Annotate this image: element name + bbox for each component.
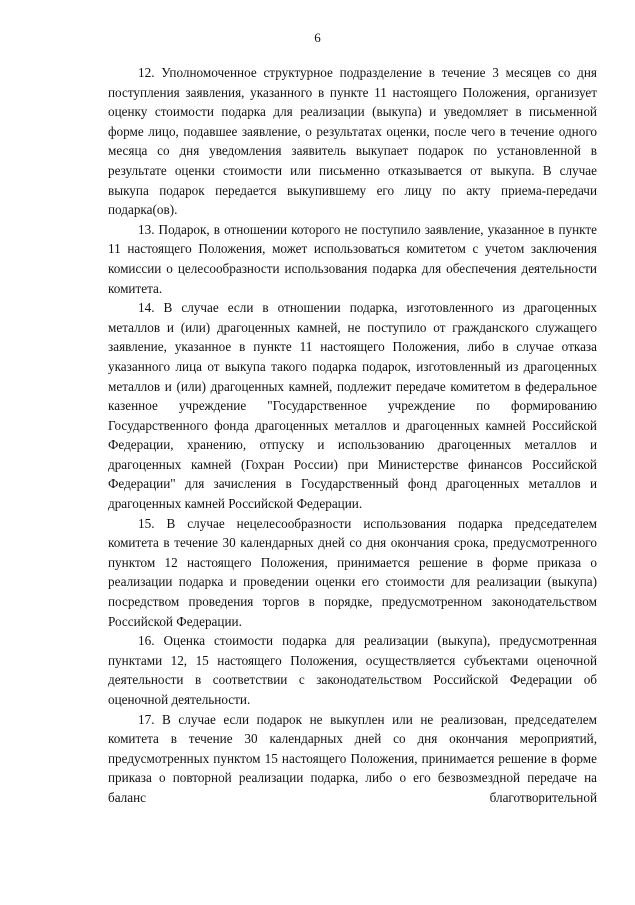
paragraph-15: 15. В случае нецелесообразности использования подарка председателем комитета в течение 30 календарных дней со дня окончания срока, предусмотренного пунктом 12 настоящего Положения, принимается решение в форме приказа о реализации подарка и проведении оценки его стоимости для реализации (выкупа) посредством проведения торгов в порядке, предусмотренном законодательством Российской Федерации. [108,515,597,629]
document-body [108,63,597,808]
paragraph-17: 17. В случае если подарок не выкуплен или не реализован, председателем комитета в течение 30 календарных дней со дня окончания мероприятий, предусмотренных пунктом 15 настоящего Положения, принимается решение в форме приказа о повторной реализации подарка, либо о его безвозмездной передаче на баланс благотворительной [108,711,597,805]
paragraph-13: 13. Подарок, в отношении которого не поступило заявление, указанное в пункте 11 настоящего Положения, может использоваться комитетом с учетом заключения комиссии о целесообразности использования подарка для обеспечения деятельности комитета. [108,221,597,296]
page-number: 6 [314,30,321,45]
paragraph-16: 16. Оценка стоимости подарка для реализации (выкупа), предусмотренная пунктами 12, 15 настоящего Положения, осуществляется субъектами оценочной деятельности в соответствии с законодательством Российской Федерации об оценочной деятельности. [108,633,597,707]
paragraph-12: 12. Уполномоченное структурное подразделение в течение 3 месяцев со дня поступления заявления, указанного в пункте 11 настоящего Положения, организует оценку стоимости подарка для реализации (выкупа) и уведомляет в письменной форме лицо, подавшее заявление, о результатах оценки, после чего в течение одного месяца со дня уведомления заявитель выкупает подарок по установленной в результате оценки стоимости или письменно отказывается от выкупа. В случае выкупа подарок передается выкупившему его лицу по акту приема-передачи подарка(ов). [108,65,597,218]
paragraph-14: 14. В случае если в отношении подарка, изготовленного из драгоценных металлов и (или) драгоценных камней, не поступило от гражданского служащего заявление, указанное в пункте 11 настоящего Положения, либо в случае отказа указанного лица от выкупа такого подарка подарок, изготовленный из драгоценных металлов и (или) драгоценных камней, подлежит передаче комитетом в федеральное казенное учреждение "Государственное учреждение по формированию Государственного фонда драгоценных металлов и драгоценных камней Российской Федерации, хранению, отпуску и использованию драгоценных металлов и драгоценных камней (Гохран России) при Министерстве финансов Российской Федерации" для зачисления в Государственный фонд драгоценных металлов и драгоценных камней Российской Федерации. [108,300,597,512]
